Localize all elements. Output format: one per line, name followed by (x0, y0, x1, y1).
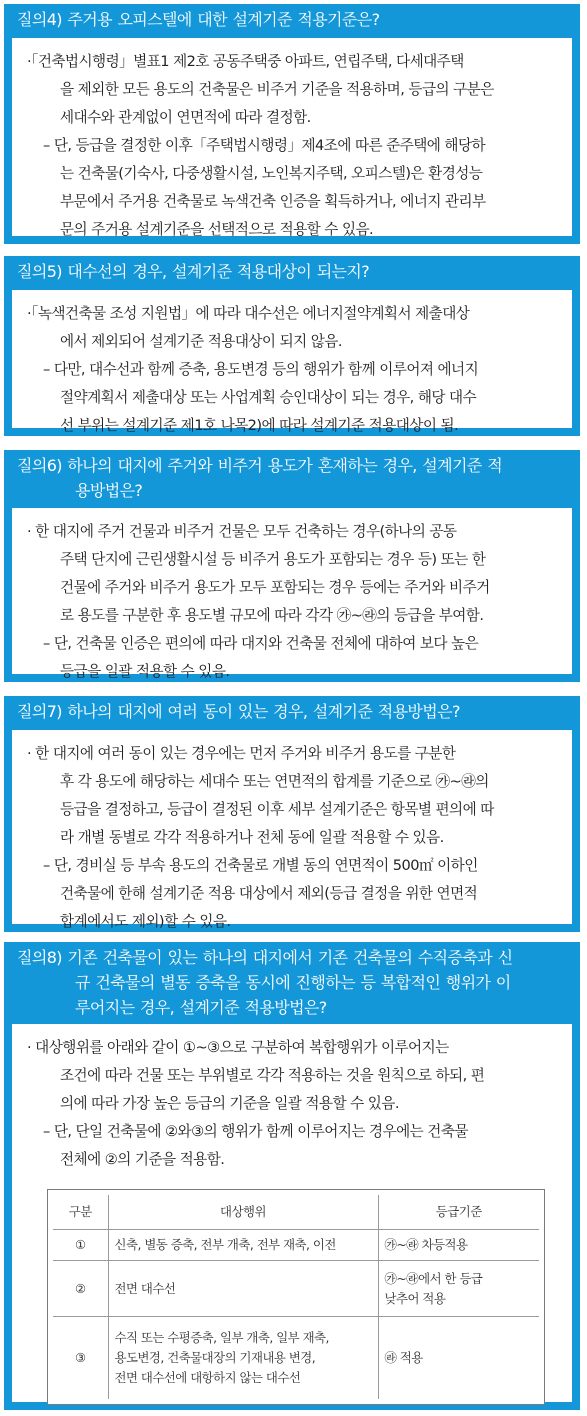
answer-line: 문의 주거용 설계기준을 선택적으로 적용할 수 있음. (60, 221, 374, 238)
answer-line: · 한 대지에 여러 동이 있는 경우에는 먼저 주거와 비주거 용도를 구분한 (27, 745, 456, 762)
question-title: 질의5) 대수선의 경우, 설계기준 적용대상이 되는지? (17, 262, 370, 281)
answer-line: – 단, 건축물 인증은 편의에 따라 대지와 건축물 전체에 대하여 보다 높은 (43, 635, 479, 652)
answer-line: 건물에 주거와 비주거 용도가 모두 포함되는 경우 등에는 주거와 비주거 (60, 579, 490, 596)
column-header: 대상행위 (108, 1195, 378, 1230)
answer-body (12, 290, 572, 434)
answer-line: 합계에서도 제외)할 수 있음. (60, 913, 231, 930)
question-title-line: 질의6) 하나의 대지에 주거와 비주거 용도가 혼재하는 경우, 설계기준 적 (17, 456, 503, 475)
answer-line: 선 부위는 설계기준 제1호 나목2)에 따라 설계기준 적용대상이 됨. (60, 417, 459, 434)
answer-body (12, 38, 572, 236)
table-cell: 수직 또는 수평증축, 일부 개축, 일부 재축, 용도변경, 건축물대장의 기재내용 변경, 전면 대수선에 대항하지 않는 대수선 (108, 1317, 378, 1399)
table-cell: ㉱ 적용 (378, 1317, 539, 1399)
answer-line: 등급을 일괄 적용할 수 있음. (60, 663, 230, 680)
activity-grade-table (47, 1189, 545, 1405)
answer-line: 전체에 ②의 기준을 적용함. (60, 1151, 225, 1168)
answer-line: 의에 따라 가장 높은 등급의 기준을 일괄 적용할 수 있음. (60, 1095, 399, 1112)
answer-body (12, 730, 572, 930)
question-title (4, 450, 580, 503)
answer-line: – 단, 단일 건축물에 ②와③의 행위가 함께 이루어지는 경우에는 건축물 (43, 1123, 468, 1140)
table-row (53, 1317, 539, 1399)
question-title-line: 질의8) 기존 건축물이 있는 하나의 대지에서 기존 건축물의 수직증축과 신 (17, 948, 513, 967)
question-title: 질의4) 주거용 오피스텔에 대한 설계기준 적용기준은? (17, 10, 380, 29)
answer-line: 후 각 용도에 해당하는 세대수 또는 연면적의 합계를 기준으로 ㉮~㉱의 (60, 773, 489, 790)
table (53, 1195, 539, 1399)
answer-line: 라 개별 동별로 각각 적용하거나 전체 동에 일괄 적용할 수 있음. (60, 829, 444, 846)
answer-line: 을 제외한 모든 용도의 건축물은 비주거 기준을 적용하며, 등급의 구분은 (60, 81, 494, 98)
answer-line: 부문에서 주거용 건축물로 녹색건축 인증을 획득하거나, 에너지 관리부 (60, 193, 486, 210)
qa-box-7 (4, 696, 580, 932)
question-title: 질의7) 하나의 대지에 여러 동이 있는 경우, 설계기준 적용방법은? (17, 702, 460, 721)
answer-line: – 다만, 대수선과 함께 증축, 용도변경 등의 행위가 함께 이루어져 에너지 (43, 361, 479, 378)
answer-line: ·「건축법시행령」별표1 제2호 공동주택중 아파트, 연립주택, 다세대주택 (27, 53, 464, 70)
answer-line: 절약계획서 제출대상 또는 사업계획 승인대상이 되는 경우, 해당 대수 (60, 389, 477, 406)
qa-box-6 (4, 450, 580, 682)
question-title-line (17, 478, 572, 503)
table-cell: 전면 대수선 (108, 1261, 378, 1317)
table-row (53, 1261, 539, 1317)
answer-line: ·「녹색건축물 조성 지원법」에 따라 대수선은 에너지절약계획서 제출대상 (27, 305, 470, 322)
answer-line: 에서 제외되어 설계기준 적용대상이 되지 않음. (60, 333, 342, 350)
answer-line: · 대상행위를 아래와 같이 ①~③으로 구분하여 복합행위가 이루어지는 (27, 1039, 449, 1056)
answer-line: 세대수와 관계없이 연면적에 따라 결정함. (60, 109, 311, 126)
table-cell: ② (53, 1261, 108, 1317)
qa-box-5 (4, 256, 580, 436)
table-cell: ① (53, 1230, 108, 1261)
table-row (53, 1230, 539, 1261)
table-header-row (53, 1195, 539, 1230)
answer-line: 주택 단지에 근린생활시설 등 비주거 용도가 포함되는 경우 등) 또는 한 (60, 551, 486, 568)
table-cell: ㉮~㉱ 차등적용 (378, 1230, 539, 1261)
qa-box-4 (4, 4, 580, 244)
answer-line: 조건에 따라 건물 또는 부위별로 각각 적용하는 것을 원칙으로 하되, 편 (60, 1067, 485, 1084)
question-title-cont: 규 건축물의 별동 증축을 동시에 진행하는 등 복합적인 행위가 이 (75, 973, 511, 992)
answer-line: 건축물에 한해 설계기준 적용 대상에서 제외(등급 결정을 위한 연면적 (60, 885, 478, 902)
answer-line: · 한 대지에 주거 건물과 비주거 건물은 모두 건축하는 경우(하나의 공동 (27, 523, 457, 540)
question-title (4, 942, 580, 1020)
column-header: 구분 (53, 1195, 108, 1230)
question-title-cont: 루어지는 경우, 설계기준 적용방법은? (75, 998, 327, 1017)
answer-line: – 단, 등급을 결정한 이후「주택법시행령」제4조에 따른 준주택에 해당하 (43, 137, 486, 154)
question-title-cont: 용방법은? (75, 481, 143, 500)
answer-line: 로 용도를 구분한 후 용도별 규모에 따라 각각 ㉮~㉱의 등급을 부여함. (60, 607, 484, 624)
question-title-line (17, 995, 572, 1020)
answer-line: 는 건축물(기숙사, 다중생활시설, 노인복지주택, 오피스텔)은 환경성능 (60, 165, 483, 182)
table-cell: 신축, 별동 증축, 전부 개축, 전부 재축, 이전 (108, 1230, 378, 1261)
answer-body (12, 508, 572, 680)
answer-line: 등급을 결정하고, 등급이 결정된 이후 세부 설계기준은 항목별 편의에 따 (60, 801, 494, 818)
column-header: 등급기준 (378, 1195, 539, 1230)
question-title-line (17, 970, 572, 995)
table-cell: ㉮~㉱에서 한 등급 낮추어 적용 (378, 1261, 539, 1317)
answer-line: – 단, 경비실 등 부속 용도의 건축물로 개별 동의 연면적이 500㎡ 이하인 (43, 857, 478, 874)
table-cell: ③ (53, 1317, 108, 1399)
